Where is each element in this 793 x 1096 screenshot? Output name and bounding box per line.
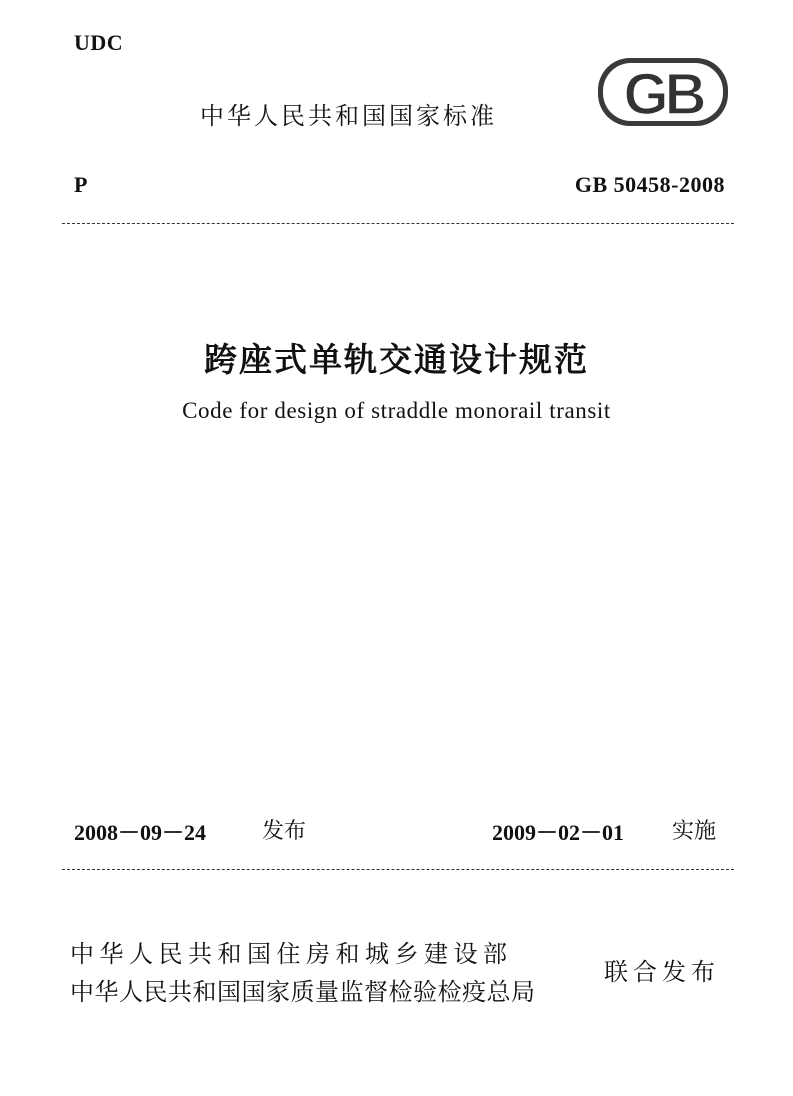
document-title-chinese: 跨座式单轨交通设计规范 — [204, 340, 589, 379]
issue-label: 发布 — [262, 819, 307, 844]
issue-date: 2008－09－24 — [74, 820, 207, 845]
gb-logo-text: GB — [623, 62, 703, 127]
divider-bottom — [62, 869, 734, 870]
publisher-ministry: 中华人民共和国住房和城乡建设部 — [70, 940, 513, 968]
divider-top — [62, 223, 734, 224]
publisher-aqsiq: 中华人民共和国国家质量监督检验检疫总局 — [70, 978, 536, 1006]
joint-issue-label: 联合发布 — [604, 958, 720, 986]
udc-label: UDC — [74, 30, 124, 55]
implementation-date: 2009－02－01 — [492, 820, 625, 845]
classification-code: P — [74, 172, 88, 197]
document-title-english: Code for design of straddle monorail transit — [182, 398, 611, 423]
gb-logo — [596, 56, 730, 128]
standard-number: GB 50458-2008 — [574, 172, 725, 197]
national-standard-heading: 中华人民共和国国家标准 — [200, 102, 497, 130]
implementation-label: 实施 — [672, 819, 717, 844]
